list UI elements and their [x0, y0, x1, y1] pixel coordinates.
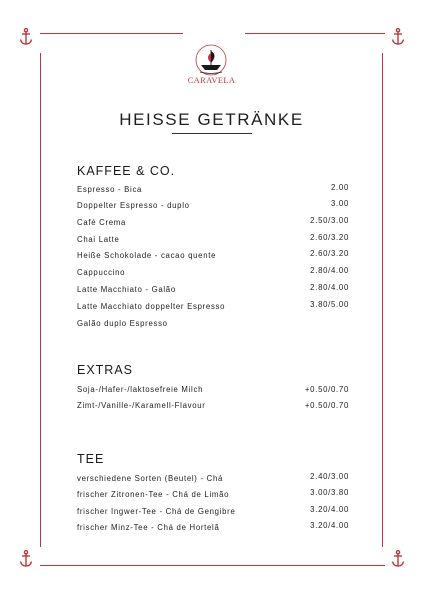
menu-item-name: Espresso - Bica	[77, 185, 143, 194]
anchor-icon-top-right	[391, 28, 405, 46]
menu-item-price: 3.00/3.80	[310, 488, 349, 497]
menu-item-price: 3.00	[331, 199, 349, 208]
menu-item	[77, 285, 349, 299]
menu-item	[77, 385, 349, 399]
menu-item-name: Doppelter Espresso - duplo	[77, 201, 190, 210]
menu-item	[77, 201, 349, 215]
menu-item	[77, 474, 349, 488]
menu-item-price: +0.50/0.70	[304, 401, 349, 410]
menu-item-price: 2.00	[331, 183, 349, 192]
menu-item	[77, 490, 349, 504]
frame-top-right-line	[245, 33, 385, 34]
menu-item-price: 2.80/4.00	[310, 283, 349, 292]
section-heading-tee: TEE	[77, 452, 105, 466]
frame-top-left-line	[40, 33, 183, 34]
menu-item-price: 3.80/5.00	[310, 300, 349, 309]
menu-item	[77, 401, 349, 415]
page-title: HEISSE GETRÄNKE	[119, 110, 304, 129]
menu-item-price: 3.20/4.00	[310, 505, 349, 514]
menu-item-price: 2.80/4.00	[310, 266, 349, 275]
menu-item-name: Soja-/Hafer-/laktosefreie Milch	[77, 385, 204, 394]
section-heading-kaffee: KAFFEE & CO.	[77, 164, 176, 178]
anchor-icon-bottom-left	[19, 550, 33, 568]
menu-item	[77, 185, 349, 199]
menu-item	[77, 268, 349, 282]
menu-item	[77, 218, 349, 232]
menu-item-price: 2.60/3.20	[310, 249, 349, 258]
menu-item-name: Zimt-/Vanille-/Karamell-Flavour	[77, 401, 206, 410]
title-underline	[172, 133, 252, 134]
menu-item-name: Latte Macchiato - Galão	[77, 285, 176, 294]
menu-item-name: Café Crema	[77, 218, 127, 227]
menu-item-name: Heiße Schokolade - cacao quente	[77, 251, 217, 260]
brand-name: CARAVELA	[187, 75, 236, 85]
menu-item-name: frischer Minz-Tee - Chá de Hortelã	[77, 523, 220, 532]
menu-item-name: Cappuccino	[77, 268, 126, 277]
menu-item-name: verschiedene Sorten (Beutel) - Chá	[77, 474, 224, 483]
menu-item-price: 3.20/4.00	[310, 521, 349, 530]
menu-item-price: 2.50/3.00	[310, 216, 349, 225]
frame-bottom-line	[40, 565, 385, 566]
menu-item-name: Latte Macchiato doppelter Espresso	[77, 302, 226, 311]
anchor-icon-top-left	[19, 28, 33, 46]
menu-item-price: 2.40/3.00	[310, 472, 349, 481]
menu-item	[77, 507, 349, 521]
menu-item-price: 2.60/3.20	[310, 233, 349, 242]
menu-item	[77, 251, 349, 265]
menu-item-price: +0.50/0.70	[304, 385, 349, 394]
anchor-icon-bottom-right	[391, 550, 405, 568]
menu-item-name: Chai Latte	[77, 235, 120, 244]
menu-item-name: Galão duplo Espresso	[77, 319, 168, 328]
menu-item	[77, 523, 349, 537]
menu-item	[77, 302, 349, 316]
menu-item-name: frischer Ingwer-Tee - Chá de Gengibre	[77, 507, 236, 516]
menu-item	[77, 319, 349, 333]
menu-item-name: frischer Zitronen-Tee - Chá de Limão	[77, 490, 230, 499]
menu-item	[77, 235, 349, 249]
section-heading-extras: EXTRAS	[77, 363, 134, 377]
